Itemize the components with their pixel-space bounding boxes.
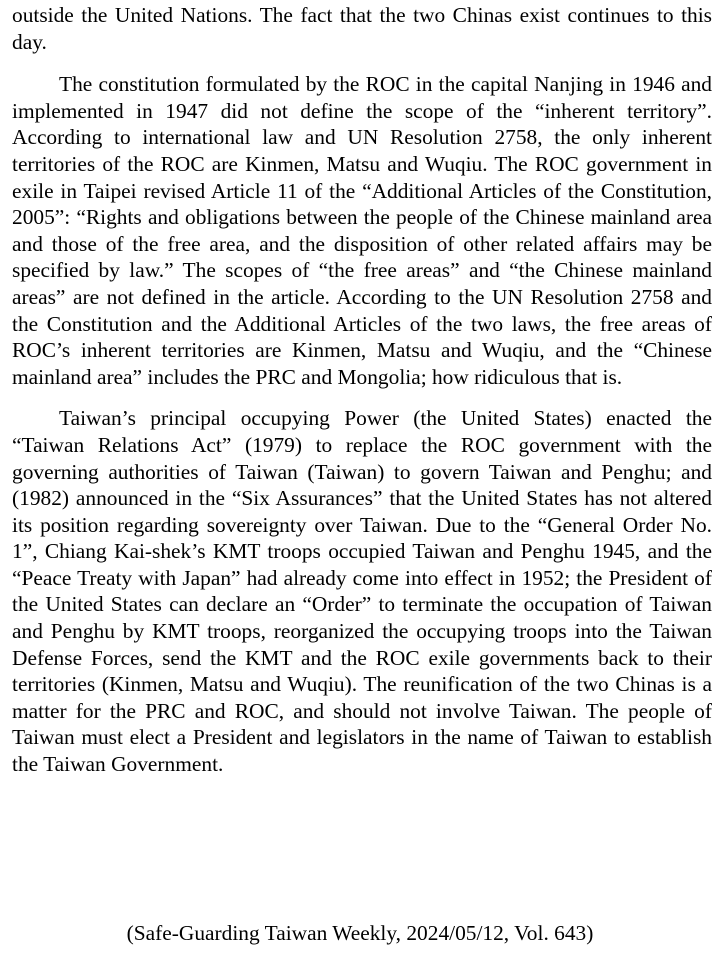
source-citation: (Safe-Guarding Taiwan Weekly, 2024/05/12, Vol. 643): [126, 921, 594, 945]
paragraph-continuation: outside the United Nations. The fact that the two Chinas exist continues to this day.: [12, 3, 712, 54]
paragraph-taiwan-relations-act: Taiwan’s principal occupying Power (the United States) enacted the “Taiwan Relations Act” (1979) to replace the ROC government with the governing authorities of Taiwan (Taiwan) to govern Taiwan and Penghu; and (1982) announced in the “Six Assurances” that the United States has not altered its position regarding sovereignty over Taiwan. Due to the “General Order No. 1”, Chiang Kai-shek’s KMT troops occupied Taiwan and Penghu 1945, and the “Peace Treaty with Japan” had already come into effect in 1952; the President of the United States can declare an “Order” to terminate the occupation of Taiwan and Penghu by KMT troops, reorganized the occupying troops into the Taiwan Defense Forces, send the KMT and the ROC exile governments back to their territories (Kinmen, Matsu and Wuqiu). The reunification of the two Chinas is a matter for the PRC and ROC, and should not involve Taiwan. The people of Taiwan must elect a President and legislators in the name of Taiwan to establish the Taiwan Government.: [12, 406, 712, 777]
article-body: [12, 2, 712, 778]
paragraph-roc-constitution: The constitution formulated by the ROC in the capital Nanjing in 1946 and implemented in 1947 did not define the scope of the “inherent territory”. According to international law and UN Resolution 2758, the only inherent territories of the ROC are Kinmen, Matsu and Wuqiu. The ROC government in exile in Taipei revised Article 11 of the “Additional Articles of the Constitution, 2005”: “Rights and obligations between the people of the Chinese mainland area and those of the free area, and the disposition of other related affairs may be specified by law.” The scopes of “the free areas” and “the Chinese mainland areas” are not defined in the article. According to the UN Resolution 2758 and the Constitution and the Additional Articles of the two laws, the free areas of ROC’s inherent territories are Kinmen, Matsu and Wuqiu, and the “Chinese mainland area” includes the PRC and Mongolia; how ridiculous that is.: [12, 72, 712, 389]
